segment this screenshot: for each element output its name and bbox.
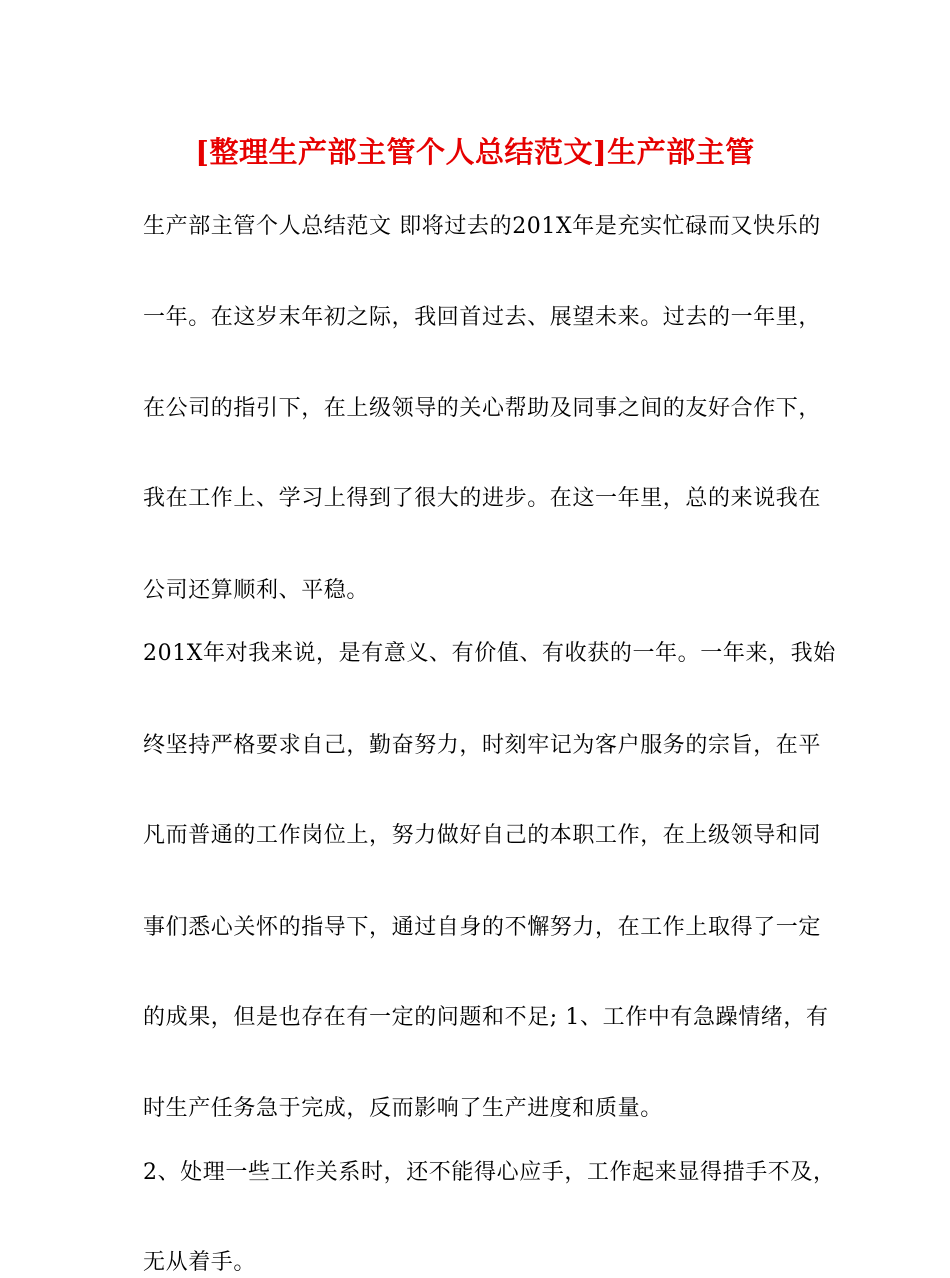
body-line-11: 时生产任务急于完成，反而影响了生产进度和质量。 — [143, 1096, 663, 1121]
document-title: [整理生产部主管个人总结范文]生产部主管 — [195, 135, 755, 169]
body-line-2: 一年。在这岁末年初之际，我回首过去、展望未来。过去的一年里， — [143, 305, 822, 330]
body-line-12: 2、处理一些工作关系时，还不能得心应手，工作起来显得措手不及， — [143, 1160, 836, 1185]
body-line-13: 无从着手。 — [143, 1250, 257, 1275]
body-line-6: 201X年对我来说，是有意义、有价值、有收获的一年。一年来，我始 — [143, 641, 836, 666]
body-line-10: 的成果，但是也存在有一定的问题和不足; 1、工作中有急躁情绪，有 — [143, 1005, 829, 1030]
body-line-8: 凡而普通的工作岗位上，努力做好自己的本职工作，在上级领导和同 — [143, 823, 822, 848]
body-line-4: 我在工作上、学习上得到了很大的进步。在这一年里，总的来说我在 — [143, 486, 822, 511]
body-line-1: 生产部主管个人总结范文 即将过去的201X年是充实忙碌而又快乐的 — [143, 214, 821, 239]
body-line-7: 终坚持严格要求自己，勤奋努力，时刻牢记为客户服务的宗旨，在平 — [143, 733, 822, 758]
body-line-5: 公司还算顺利、平稳。 — [143, 578, 370, 603]
body-line-3: 在公司的指引下，在上级领导的关心帮助及同事之间的友好合作下， — [143, 396, 822, 421]
body-line-9: 事们悉心关怀的指导下，通过自身的不懈努力，在工作上取得了一定 — [143, 915, 822, 940]
